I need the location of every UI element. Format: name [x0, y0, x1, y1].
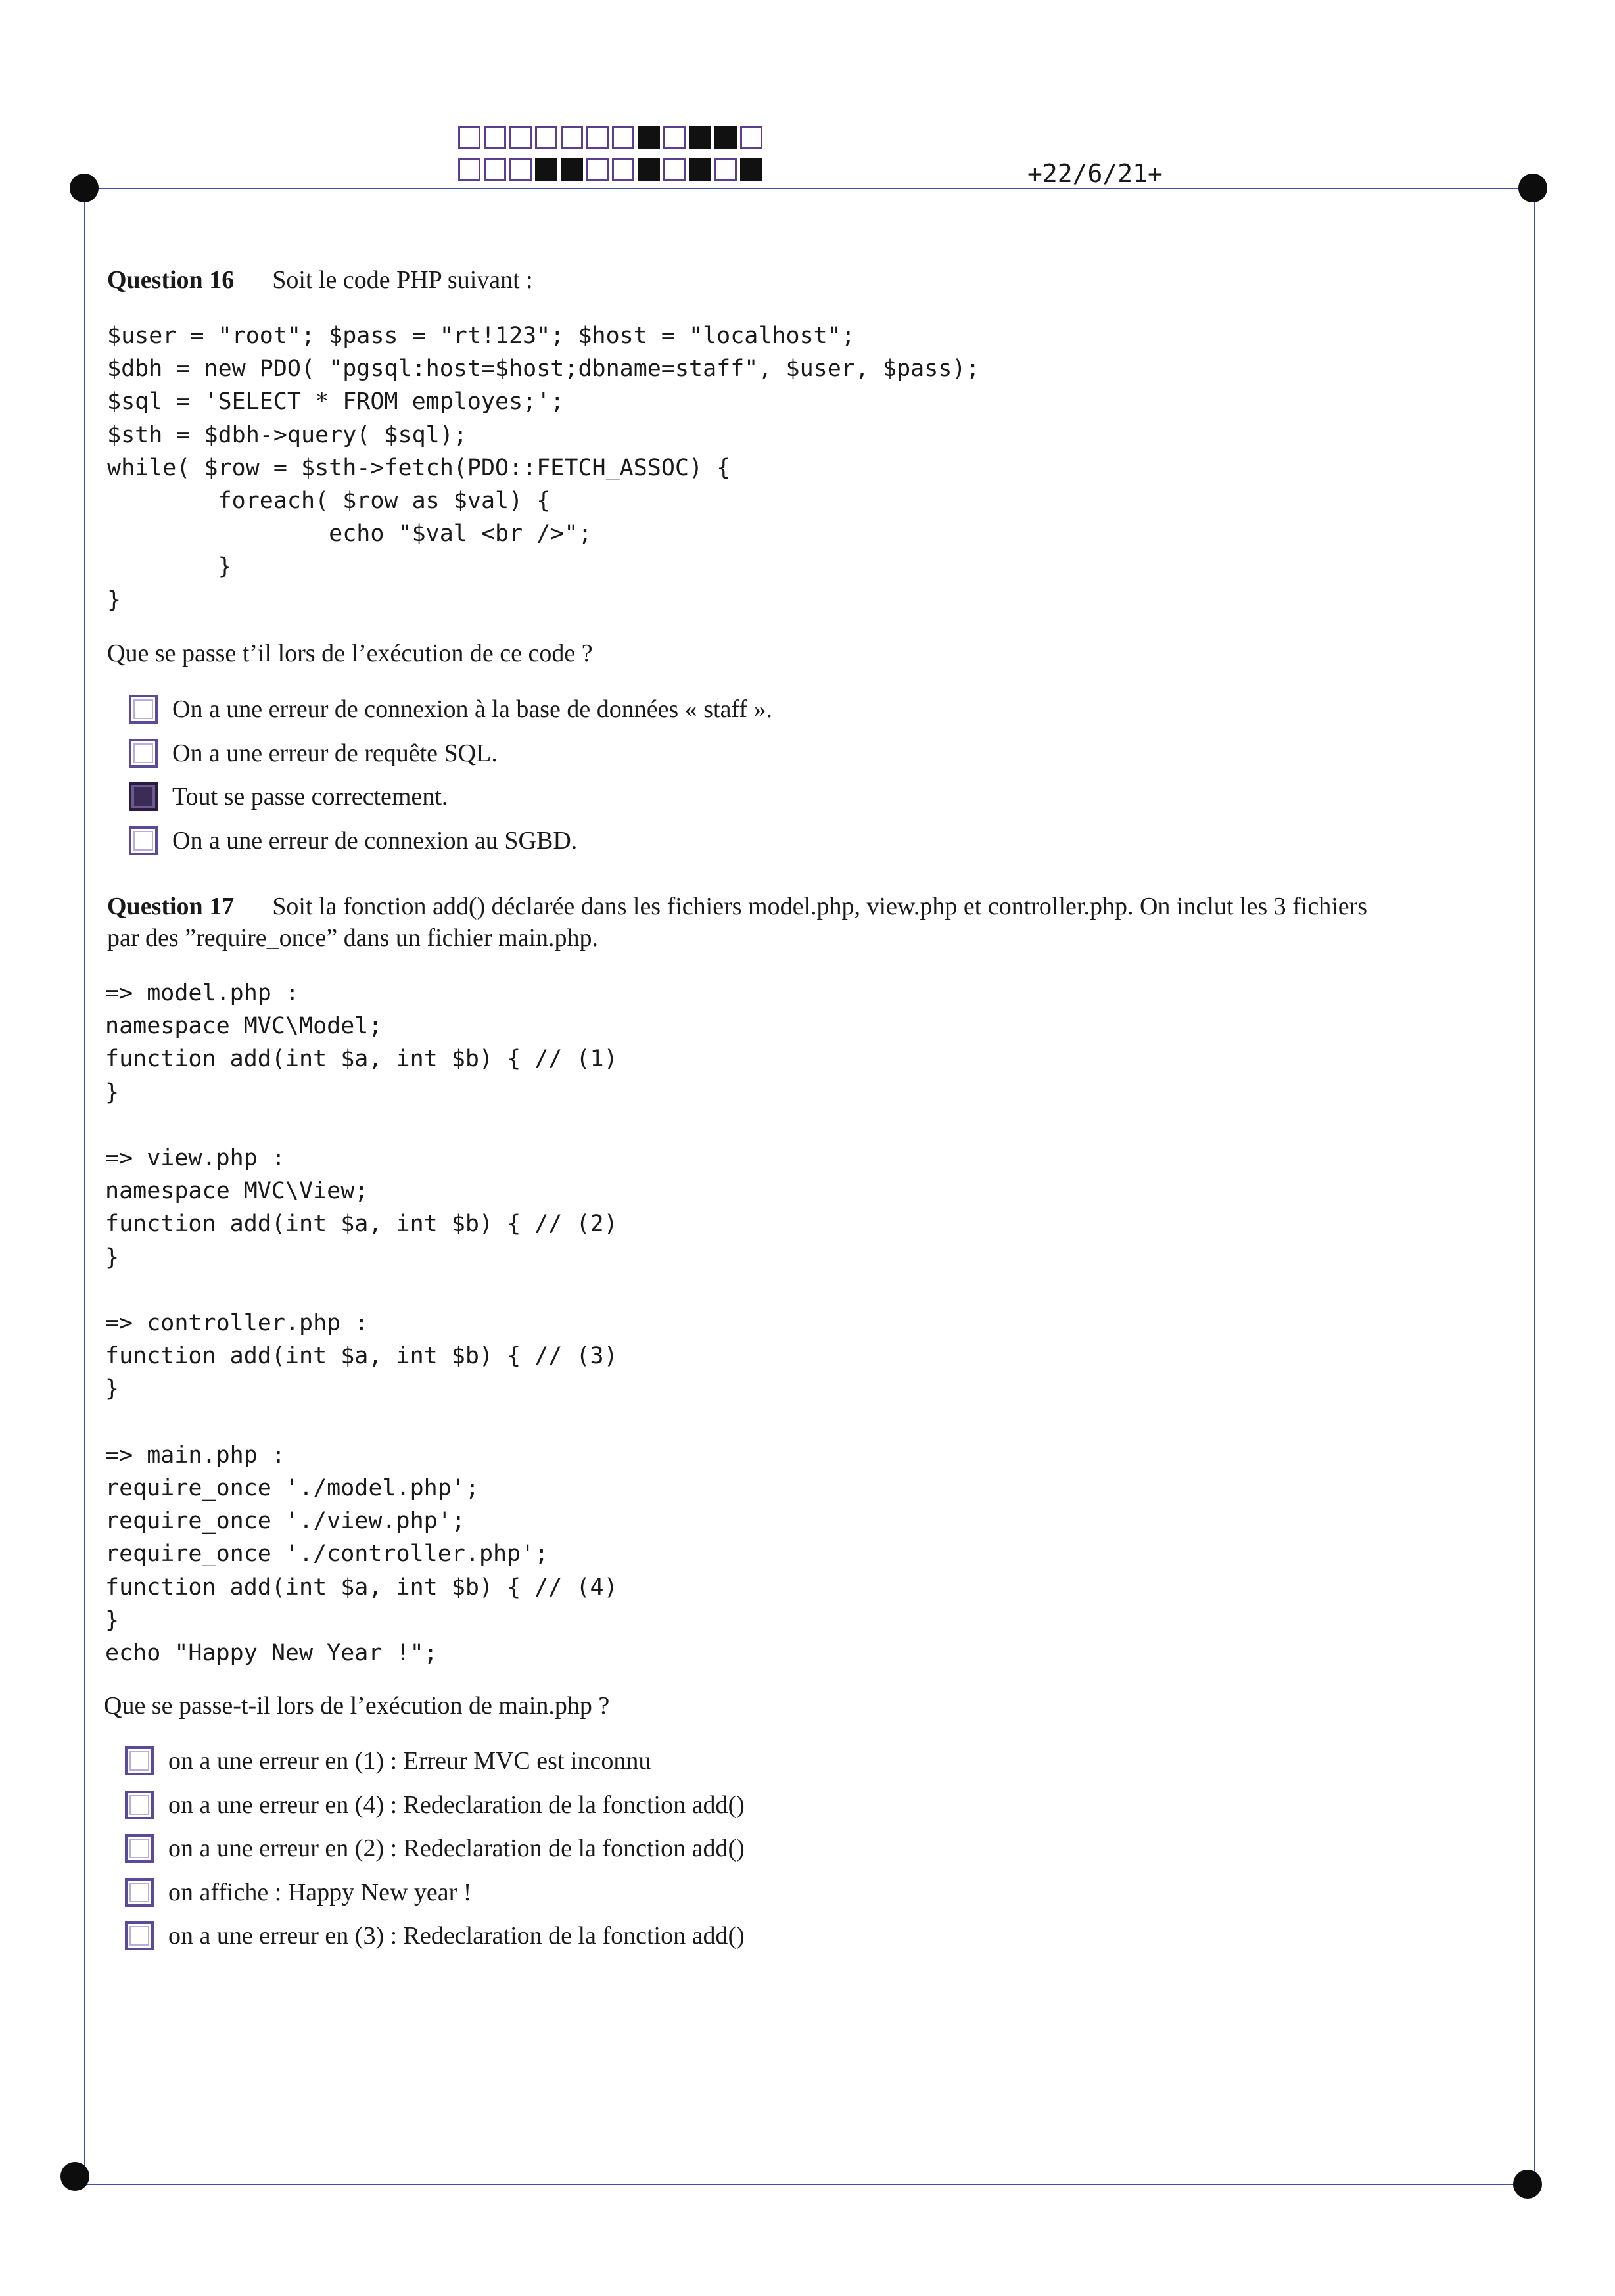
corner-mark-bottom-left — [60, 2162, 89, 2191]
q16-answer-4[interactable] — [129, 819, 772, 863]
q17-checkbox-2[interactable] — [125, 1791, 154, 1819]
question-17-title — [107, 891, 1367, 922]
question-16-intro: Soit le code PHP suivant : — [272, 266, 533, 294]
barcode-cell — [689, 158, 711, 181]
barcode-cell — [509, 126, 532, 149]
q17-answer-1[interactable] — [125, 1739, 745, 1783]
q17-checkbox-3[interactable] — [125, 1834, 154, 1863]
q16-answer-1-text: On a une erreur de connexion à la base de données « staff ». — [172, 695, 773, 724]
q17-answer-3[interactable] — [125, 1827, 745, 1871]
corner-mark-top-left — [70, 174, 99, 202]
barcode-cell — [535, 126, 557, 149]
question-16-prompt: Que se passe t’il lors de l’exécution de ce code ? — [107, 640, 593, 667]
question-16-label: Question 16 — [107, 266, 235, 294]
q17-answer-3-text: on a une erreur en (2) : Redeclaration de la fonction add() — [168, 1835, 745, 1863]
q16-answer-4-text: On a une erreur de connexion au SGBD. — [172, 826, 578, 855]
barcode-row-1 — [458, 126, 766, 149]
question-17-answers — [125, 1739, 745, 1958]
q17-checkbox-5[interactable] — [125, 1921, 154, 1950]
question-17-code: => model.php : namespace MVC\Model; function add(int $a, int $b) { // (1) } => view.php : namespace MVC\View; function add(int $a, int $b) { // (2) } => controller.php : function add(int $a, int $b) { // (3) } => main.php : require_once './model.php'; require_once './view.php'; require_once './controller.php'; function add(int $a, int $b) { // (4) } echo "Happy New Year !"; — [105, 980, 618, 1667]
barcode-cell — [638, 126, 660, 149]
barcode-row-2 — [458, 158, 766, 181]
barcode-cell — [458, 126, 480, 149]
barcode-cell — [509, 158, 532, 181]
barcode-cell — [586, 158, 609, 181]
barcode-cell — [740, 158, 762, 181]
barcode-cell — [663, 126, 686, 149]
q17-answer-2[interactable] — [125, 1783, 745, 1827]
barcode-cell — [586, 126, 609, 149]
q16-answer-1[interactable] — [129, 688, 772, 732]
question-17-intro-1: Soit la fonction add() déclarée dans les fichiers model.php, view.php et controller.php. On inclut les 3 fichiers — [272, 893, 1368, 920]
barcode-cell — [612, 126, 634, 149]
question-16-code: $user = "root"; $pass = "rt!123"; $host = "localhost"; $dbh = new PDO( "pgsql:host=$host;dbname=staff", $user, $pass); $sql = 'SELECT * FROM employes;'; $sth = $dbh->query( $sql); while( $row = $sth->fetch(PDO::FETCH_ASSOC) { foreach( $row as $val) { echo "$val <br />"; } } — [107, 323, 980, 613]
barcode-cell — [714, 126, 737, 149]
barcode-cell — [740, 126, 762, 149]
q17-checkbox-4[interactable] — [125, 1878, 154, 1907]
barcode-cell — [638, 158, 660, 181]
question-17-label: Question 17 — [107, 893, 235, 920]
question-17-prompt: Que se passe-t-il lors de l’exécution de main.php ? — [104, 1692, 610, 1720]
barcode-cell — [663, 158, 686, 181]
barcode-cell — [484, 126, 506, 149]
page-id: +22/6/21+ — [1027, 159, 1163, 188]
corner-mark-bottom-right — [1513, 2170, 1542, 2199]
q16-answer-2[interactable] — [129, 732, 772, 776]
barcode-cell — [561, 126, 583, 149]
barcode-cell — [484, 158, 506, 181]
q17-answer-2-text: on a une erreur en (4) : Redeclaration de la fonction add() — [168, 1791, 745, 1819]
q16-answer-3-text: Tout se passe correctement. — [172, 783, 448, 811]
barcode-cell — [561, 158, 583, 181]
barcode-cell — [689, 126, 711, 149]
q16-answer-3[interactable] — [129, 775, 772, 819]
q17-answer-1-text: on a une erreur en (1) : Erreur MVC est inconnu — [168, 1747, 651, 1775]
q16-checkbox-4[interactable] — [129, 826, 158, 855]
corner-mark-top-right — [1518, 174, 1547, 202]
q16-checkbox-1[interactable] — [129, 695, 158, 724]
q16-checkbox-2[interactable] — [129, 739, 158, 768]
question-16-answers — [129, 688, 772, 862]
barcode-cell — [535, 158, 557, 181]
q17-answer-4-text: on affiche : Happy New year ! — [168, 1878, 472, 1906]
q17-answer-5[interactable] — [125, 1914, 745, 1958]
question-16-title — [107, 264, 533, 296]
q17-answer-4[interactable] — [125, 1871, 745, 1915]
question-17-intro-2: par des ”require_once” dans un fichier main.php. — [107, 924, 599, 952]
q16-answer-2-text: On a une erreur de requête SQL. — [172, 739, 498, 767]
q16-checkbox-3[interactable] — [129, 782, 158, 811]
barcode-cell — [714, 158, 737, 181]
barcode-cell — [458, 158, 480, 181]
q17-checkbox-1[interactable] — [125, 1746, 154, 1775]
q17-answer-5-text: on a une erreur en (3) : Redeclaration de la fonction add() — [168, 1922, 745, 1950]
barcode-cell — [612, 158, 634, 181]
